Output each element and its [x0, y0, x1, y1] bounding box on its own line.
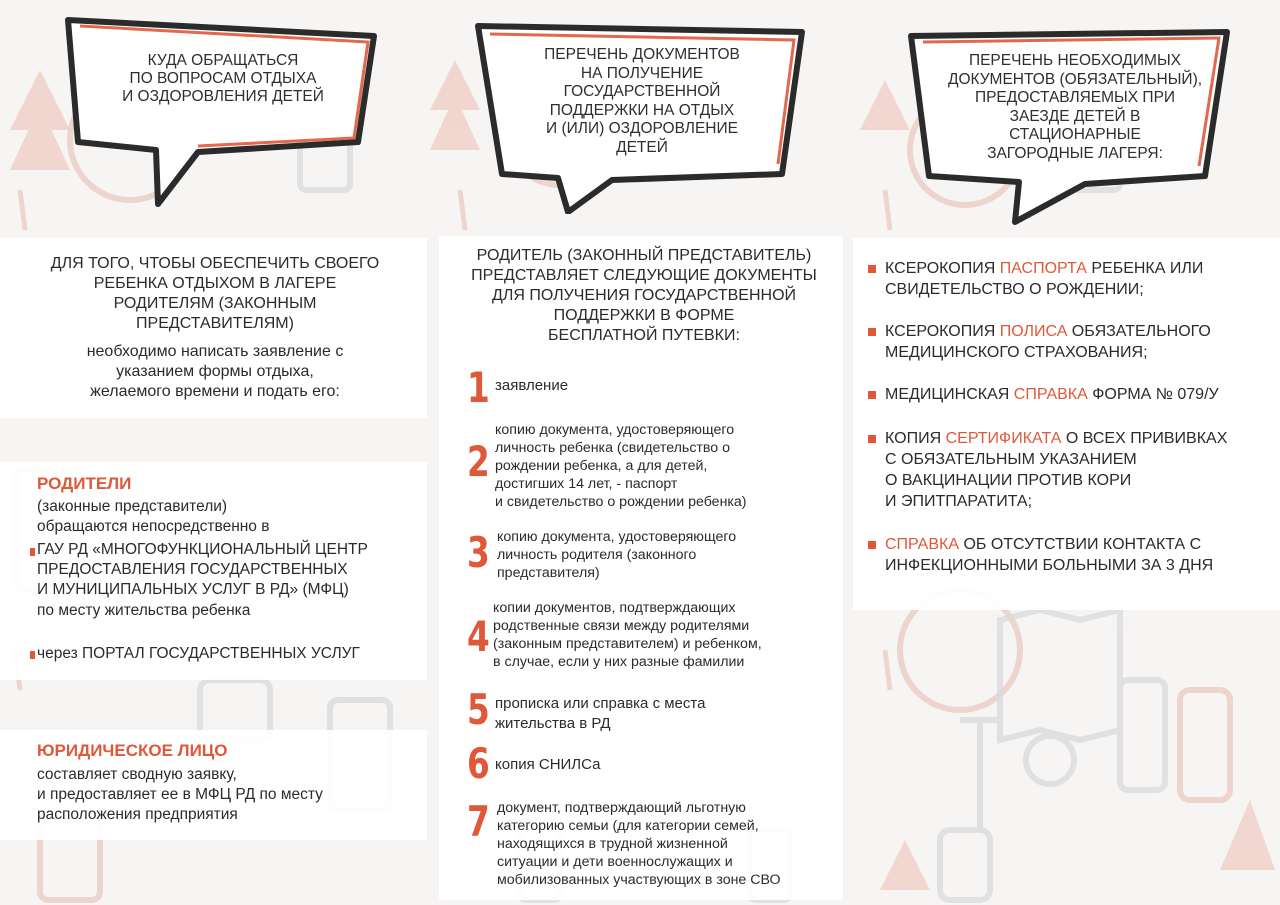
- bubble-title: ПЕРЕЧЕНЬ ДОКУМЕНТОВ НА ПОЛУЧЕНИЕ ГОСУДАРСТВЕННОЙ ПОДДЕРЖКИ НА ОТДЫХ И (ИЛИ) ОЗДОРОВЛЕНИЕ ДЕТЕЙ: [544, 46, 740, 156]
- requirement-passport: [885, 258, 1203, 300]
- req-highlight: СЕРТИФИКАТА: [945, 430, 1062, 447]
- mfc-name: ГАУ РД «МНОГОФУНКЦИОНАЛЬНЫЙ ЦЕНТР ПРЕДОСТАВЛЕНИЯ ГОСУДАРСТВЕННЫХ И МУНИЦИПАЛЬНЫХ УСЛУГ В РД» (МФЦ): [37, 541, 368, 598]
- parents-text: (законные представители) обращаются непосредственно в: [37, 498, 270, 535]
- bullet-square: [868, 391, 876, 399]
- document-item: копии документов, подтверждающих родственные связи между родителями (законным представителем) и ребенком, в случае, если у них разные фамилии: [493, 600, 762, 670]
- speech-bubble-requirements: [905, 26, 1245, 226]
- item-number: 7: [467, 797, 490, 846]
- req-post: РЕБЕНКА ИЛИ СВИДЕТЕЛЬСТВО О РОЖДЕНИИ;: [885, 260, 1204, 298]
- intro-text: необходимо написать заявление с указанием формы отдыха, желаемого времени и подать его:: [86, 343, 344, 400]
- requirement-vaccination: [885, 428, 1227, 512]
- speech-bubble-documents: [472, 14, 812, 214]
- item-number: 2: [467, 437, 490, 486]
- portal-line: [37, 644, 360, 663]
- documents-intro: РОДИТЕЛЬ (ЗАКОННЫЙ ПРЕДСТАВИТЕЛЬ) ПРЕДСТАВЛЯЕТ СЛЕДУЮЩИЕ ДОКУМЕНТЫ ДЛЯ ПОЛУЧЕНИЯ ГОСУДАРСТВЕННОЙ ПОДДЕРЖКИ В ФОРМЕ БЕСПЛАТНОЙ ПУТЕВКИ:: [471, 247, 817, 344]
- portal-name: ПОРТАЛ ГОСУДАРСТВЕННЫХ УСЛУГ: [82, 645, 360, 662]
- document-item: документ, подтверждающий льготную категорию семьи (для категории семей, находящихся в трудной жизненной ситуации и дети военнослужащих и мобилизованных участвующих в зоне СВО: [497, 800, 781, 888]
- bullet-mfc: [30, 548, 35, 556]
- req-post: О ВСЕХ ПРИВИВКАХ С ОБЯЗАТЕЛЬНЫМ УКАЗАНИЕМ О ВАКЦИНАЦИИ ПРОТИВ КОРИ И ЭПИТПАРАТИТА;: [885, 430, 1228, 510]
- intro-caps-text: ДЛЯ ТОГО, ЧТОБЫ ОБЕСПЕЧИТЬ СВОЕГО РЕБЕНКА ОТДЫХОМ В ЛАГЕРЕ РОДИТЕЛЯМ (ЗАКОННЫМ ПРЕДСТАВИТЕЛЯМ): [50, 255, 380, 332]
- document-item: копию документа, удостоверяющего личность ребенка (свидетельство о рождении ребенка, а для детей, достигших 14 лет, - паспорт и свидетельство о рождении ребенка): [495, 422, 747, 510]
- req-highlight: СПРАВКА: [885, 536, 959, 553]
- bubble-title: ПЕРЕЧЕНЬ НЕОБХОДИМЫХ ДОКУМЕНТОВ (ОБЯЗАТЕЛЬНЫЙ), ПРЕДОСТАВЛЯЕМЫХ ПРИ ЗАЕЗДЕ ДЕТЕЙ В СТАЦИОНАРНЫЕ ЗАГОРОДНЫЕ ЛАГЕРЯ:: [947, 52, 1203, 162]
- req-highlight: ПОЛИСА: [999, 323, 1068, 340]
- bullet-square: [868, 265, 876, 273]
- item-number: 1: [467, 363, 490, 412]
- document-item: заявление: [495, 377, 569, 394]
- requirement-no-contact: [885, 534, 1213, 576]
- requirement-policy: [885, 321, 1211, 363]
- req-highlight: ПАСПОРТА: [999, 260, 1087, 277]
- bubble-title: КУДА ОБРАЩАТЬСЯ ПО ВОПРОСАМ ОТДЫХА И ОЗДОРОВЛЕНИЯ ДЕТЕЙ: [122, 52, 324, 105]
- document-item: копия СНИЛСа: [495, 756, 601, 773]
- bullet-square: [868, 435, 876, 443]
- legal-text: составляет сводную заявку, и предоставляет ее в МФЦ РД по месту расположения предприятия: [37, 766, 323, 823]
- req-pre: МЕДИЦИНСКАЯ: [885, 386, 1014, 403]
- req-pre: КСЕРОКОПИЯ: [885, 323, 1000, 340]
- req-post: ФОРМА № 079/У: [1087, 386, 1219, 403]
- req-pre: КОПИЯ: [885, 430, 946, 447]
- bullet-square: [868, 541, 876, 549]
- item-number: 5: [467, 685, 490, 734]
- item-number: 3: [467, 528, 490, 577]
- document-item: копию документа, удостоверяющего личность родителя (законного представителя): [497, 529, 737, 581]
- bullet-square: [868, 328, 876, 336]
- req-pre: КСЕРОКОПИЯ: [885, 260, 1000, 277]
- column-where-to-apply: [0, 0, 427, 905]
- speech-bubble-where-to-apply: [58, 12, 388, 212]
- requirement-med-certificate: [885, 384, 1219, 405]
- legal-heading: ЮРИДИЧЕСКОЕ ЛИЦО: [37, 741, 228, 760]
- item-number: 6: [467, 739, 490, 788]
- parents-heading: РОДИТЕЛИ: [37, 474, 132, 493]
- item-number: 4: [467, 612, 490, 661]
- req-post: ОБЯЗАТЕЛЬНОГО МЕДИЦИНСКОГО СТРАХОВАНИЯ;: [885, 323, 1211, 361]
- parents-place: по месту жительства ребенка: [37, 602, 251, 619]
- column-documents-list: [427, 0, 853, 905]
- req-highlight: СПРАВКА: [1013, 386, 1088, 403]
- req-post: ОБ ОТСУТСТВИИ КОНТАКТА С ИНФЕКЦИОННЫМИ БОЛЬНЫМИ ЗА 3 ДНЯ: [885, 536, 1214, 574]
- portal-prefix: через: [37, 645, 83, 662]
- document-item: прописка или справка с места жительства в РД: [495, 695, 706, 732]
- bullet-portal: [30, 651, 35, 659]
